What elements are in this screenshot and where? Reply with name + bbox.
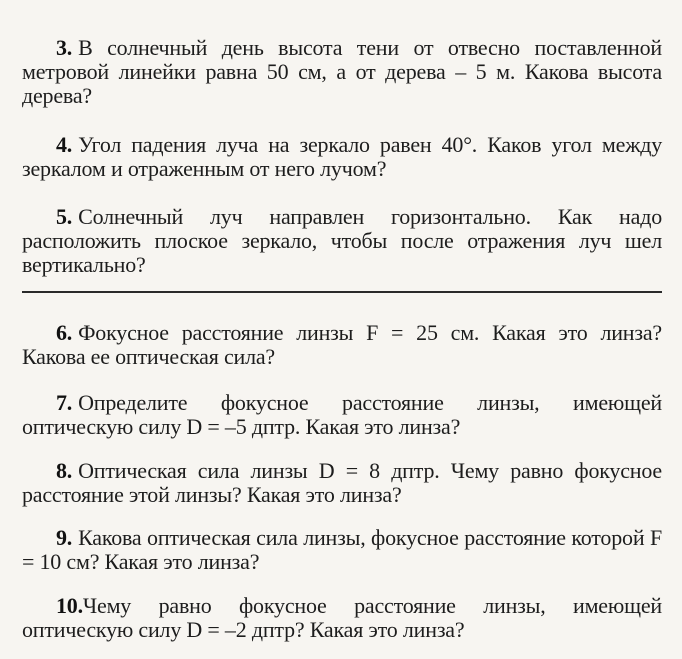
problem-text: В солнечный день высота тени от отвесно поставленной метровой линейки равна 50 см, а от дерева – 5 м. Какова высота дерева? — [22, 35, 662, 108]
problem-4 — [22, 133, 662, 181]
problem-number: 8. — [56, 458, 73, 483]
problem-10 — [22, 594, 662, 642]
problem-8 — [22, 459, 662, 507]
problem-text: Определите фокусное расстояние линзы, имеющей оптическую силу D = –5 дптр. Какая это линза? — [22, 390, 662, 439]
problem-number: 4. — [56, 132, 73, 157]
problem-number: 10. — [56, 593, 83, 618]
problem-number: 9. — [56, 525, 73, 550]
problem-7 — [22, 391, 662, 439]
problem-5 — [22, 205, 662, 277]
section-divider — [22, 291, 662, 293]
problem-text: Чему равно фокусное расстояние линзы, имеющей оптическую силу D = –2 дптр? Какая это линза? — [22, 593, 662, 642]
problem-text: Какова оптическая сила линзы, фокусное расстояние которой F = 10 см? Какая это линза? — [22, 525, 662, 574]
problem-text: Солнечный луч направлен горизонтально. Как надо расположить плоское зеркало, чтобы после отражения луч шел вертикально? — [22, 204, 662, 277]
problem-number: 6. — [56, 320, 73, 345]
problem-number: 3. — [56, 35, 73, 60]
problem-text: Угол падения луча на зеркало равен 40°. Каков угол между зеркалом и отраженным от него лучом? — [22, 132, 662, 181]
problem-9 — [22, 526, 662, 574]
problem-6 — [22, 321, 662, 369]
problem-text: Фокусное расстояние линзы F = 25 см. Какая это линза? Какова ее оптическая сила? — [22, 320, 662, 369]
problem-number: 5. — [56, 204, 73, 229]
problem-number: 7. — [56, 390, 73, 415]
problem-text: Оптическая сила линзы D = 8 дптр. Чему равно фокусное расстояние этой линзы? Какая это линза? — [22, 458, 662, 507]
problem-3 — [22, 36, 662, 108]
